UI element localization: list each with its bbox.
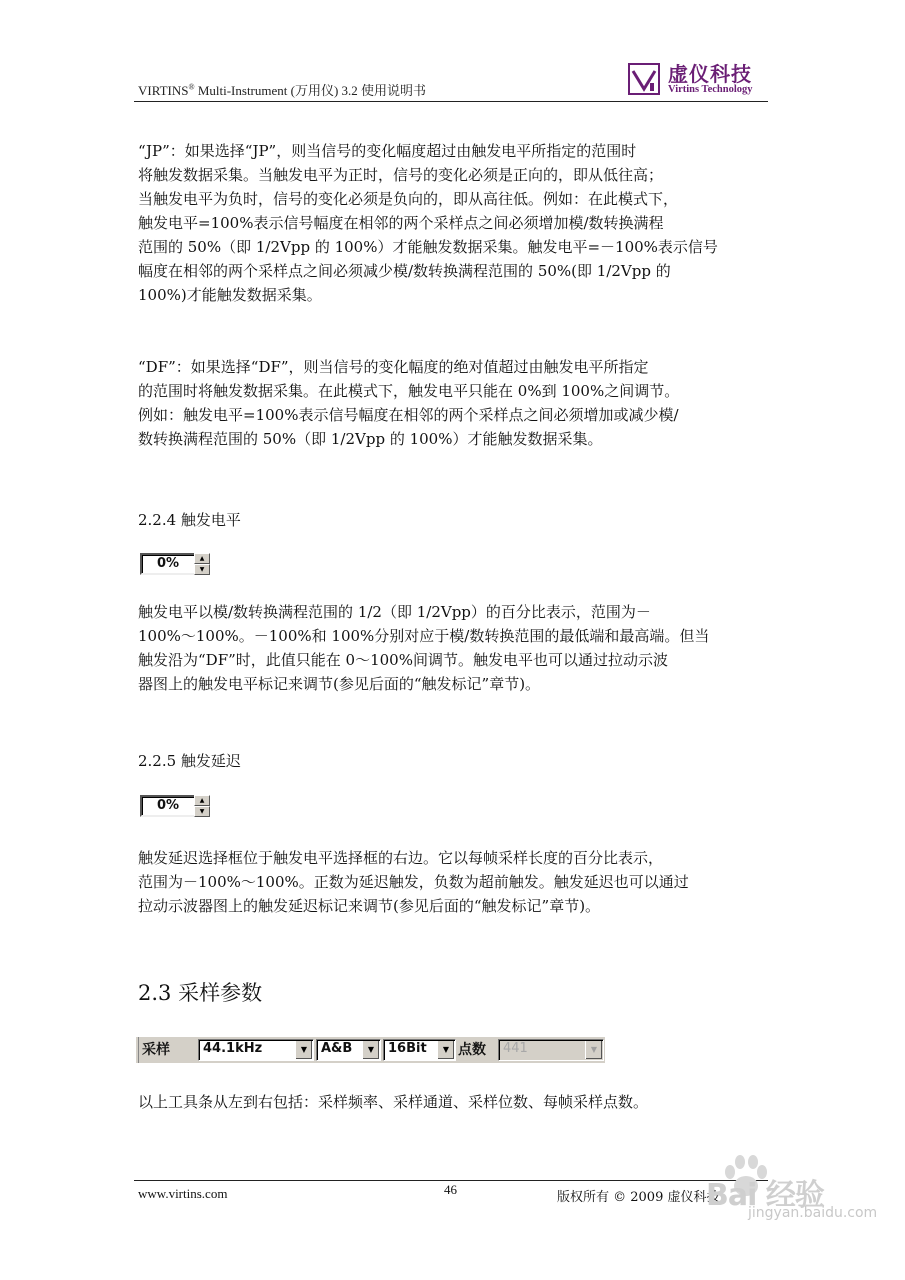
section-heading-sampling-params: 2.3 采样参数 (138, 981, 263, 1005)
page-number: 46 (444, 1182, 457, 1197)
sample-rate-value: 44.1kHz (203, 1041, 263, 1056)
paragraph-trigger-delay: 触发延迟选择框位于触发电平选择框的右边。它以每帧采样长度的百分比表示， 范围为－100%～100%。正数为延迟触发，负数为超前触发。触发延迟也可以通过 拉动示波器图上的触发延迟标记来调节(参见后面的“触发标记”章节)。 (138, 849, 689, 915)
toolbar-grip[interactable] (135, 1037, 139, 1063)
header-divider (134, 101, 768, 102)
trigger-level-spinbox[interactable] (140, 553, 210, 575)
watermark-baidu: Bai 经验 (706, 1178, 824, 1213)
dropdown-arrow-icon[interactable]: ▼ (362, 1041, 379, 1059)
trigger-level-value[interactable]: 0% (140, 553, 196, 575)
bits-select[interactable] (383, 1039, 456, 1061)
channel-value: A&B (321, 1041, 353, 1056)
points-label: 点数 (458, 1042, 486, 1058)
section-heading-trigger-level: 2.2.4 触发电平 (138, 511, 241, 529)
footer-website: www.virtins.com (138, 1186, 228, 1201)
paragraph-df-mode: “DF”：如果选择“DF”，则当信号的变化幅度的绝对值超过由触发电平所指定 的范围时将触发数据采集。在此模式下，触发电平只能在 0%到 100%之间调节。 例如：触发电平=100%表示信号幅度在相邻的两个采样点之间必须增加或减少模/ 数转换满程范围的 50%（即 1/2Vpp 的 100%）才能触发数据采集。 (138, 358, 680, 448)
points-value: 441 (503, 1041, 528, 1056)
sampling-toolbar (135, 1037, 605, 1063)
spin-down-icon[interactable]: ▼ (194, 564, 210, 575)
logo-english: Virtins Technology (668, 84, 753, 95)
bits-value: 16Bit (388, 1041, 427, 1056)
channel-select[interactable] (316, 1039, 381, 1061)
section-heading-trigger-delay: 2.2.5 触发延迟 (138, 752, 241, 770)
dropdown-arrow-icon: ▼ (585, 1041, 602, 1059)
header-title: VIRTINS® Multi-Instrument (万用仪) 3.2 使用说明书 (138, 82, 427, 98)
paragraph-jp-mode: “JP”：如果选择“JP”，则当信号的变化幅度超过由触发电平所指定的范围时 将触发数据采集。当触发电平为正时，信号的变化必须是正向的，即从低往高； 当触发电平为负时，信号的变化必须是负向的，即从高往低。例如：在此模式下， 触发电平=100%表示信号幅度在相邻的两个采样点之间必须增加模/数转换满程 范围的 50%（即 1/2Vpp 的 100%）才能触发数据采集。触发电平=－100%表示信号 幅度在相邻的两个采样点之间必须减少模/数转换满程范围的 50%(即 1/2Vpp 的 100%)才能触发数据采集。 (138, 142, 718, 304)
dropdown-arrow-icon[interactable]: ▼ (437, 1041, 454, 1059)
watermark-url: jingyan.baidu.com (748, 1205, 878, 1221)
virtins-logo-icon (628, 63, 660, 95)
sampling-label: 采样 (142, 1042, 170, 1058)
footer-copyright: 版权所有 © 2009 虚仪科技 (557, 1190, 720, 1205)
footer-divider (134, 1180, 768, 1181)
points-select (498, 1039, 604, 1061)
trigger-delay-value[interactable]: 0% (140, 795, 196, 817)
sample-rate-select[interactable] (198, 1039, 314, 1061)
spin-up-icon[interactable]: ▲ (194, 795, 210, 806)
paragraph-toolbar-description: 以上工具条从左到右包括：采样频率、采样通道、采样位数、每帧采样点数。 (138, 1093, 649, 1111)
dropdown-arrow-icon[interactable]: ▼ (295, 1041, 312, 1059)
spin-up-icon[interactable]: ▲ (194, 553, 210, 564)
spin-down-icon[interactable]: ▼ (194, 806, 210, 817)
logo-chinese: 虚仪科技 (668, 62, 752, 86)
trigger-delay-spinbox[interactable] (140, 795, 210, 817)
paragraph-trigger-level: 触发电平以模/数转换满程范围的 1/2（即 1/2Vpp）的百分比表示，范围为－ 100%～100%。－100%和 100%分别对应于模/数转换范围的最低端和最高端。但当 触发沿为“DF”时，此值只能在 0～100%间调节。触发电平也可以通过拉动示波 器图上的触发电平标记来调节(参见后面的“触发标记”章节)。 (138, 603, 710, 693)
